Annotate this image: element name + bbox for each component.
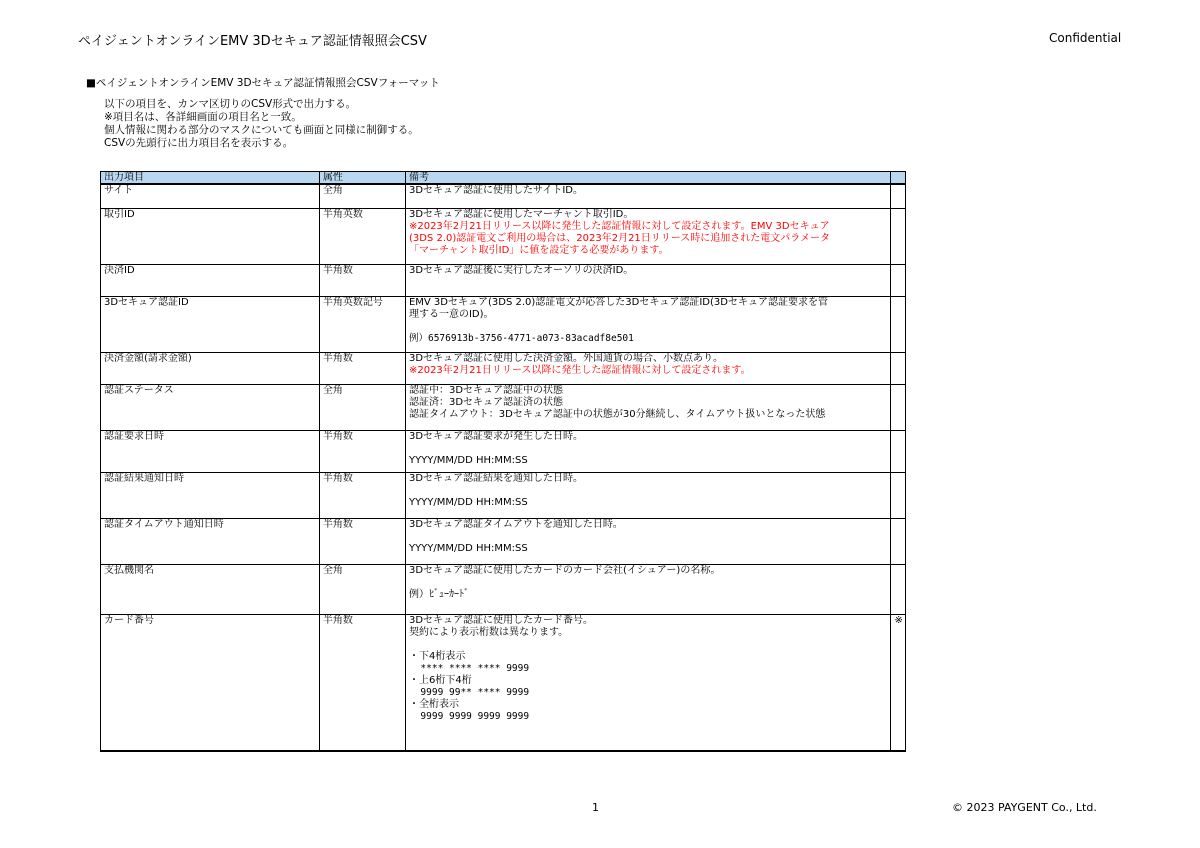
table-row [101, 208, 906, 264]
confidential-label: Confidential [1049, 31, 1122, 45]
note-warning-line: ※2023年2月21日リリース以降に発生した認証情報に対して設定されます。 [408, 364, 751, 376]
cell-attr: 半角数 [319, 518, 405, 564]
cell-note [405, 472, 890, 518]
note-line: 契約により表示桁数は異なります。 [408, 626, 569, 638]
cell-item: 取引ID [101, 208, 320, 264]
table-row [101, 264, 906, 296]
page-number: 1 [592, 801, 599, 814]
note-line: **** **** **** 9999 [408, 662, 530, 674]
intro-line: ※項目名は、各詳細画面の項目名と一致。 [104, 111, 302, 123]
note-line: 3Dセキュア認証要求が発生した日時。 [408, 430, 584, 442]
cell-note [405, 614, 890, 751]
note-warning-line: (3DS 2.0)認証電文ご利用の場合は、2023年2月21日リリース時に追加された電文パラメータ [408, 232, 830, 244]
cell-item: 認証タイムアウト通知日時 [101, 518, 320, 564]
cell-attr: 半角数 [319, 264, 405, 296]
table-row [101, 352, 906, 384]
cell-item: 認証結果通知日時 [101, 472, 320, 518]
table-row [101, 518, 906, 564]
note-line: 3Dセキュア認証に使用したカード番号。 [408, 614, 594, 626]
cell-item: 決済金額(請求金額) [101, 352, 320, 384]
note-warning-line: 「マーチャント取引ID」に値を設定する必要があります。 [408, 244, 669, 256]
header-attr: 属性 [319, 172, 405, 185]
cell-attr: 半角数 [319, 472, 405, 518]
header-note: 備考 [405, 172, 890, 185]
note-line: YYYY/MM/DD HH:MM:SS [408, 454, 528, 466]
cell-note [405, 264, 890, 296]
cell-mark [891, 472, 906, 518]
table-row [101, 430, 906, 472]
intro-line: 以下の項目を、カンマ区切りのCSV形式で出力する。 [104, 98, 357, 110]
cell-mark [891, 430, 906, 472]
header-mark [891, 172, 906, 185]
note-line [409, 577, 887, 589]
note-line [409, 639, 887, 651]
cell-attr: 半角英数 [319, 208, 405, 264]
cell-attr: 全角 [319, 184, 405, 208]
cell-attr: 全角 [319, 564, 405, 614]
note-line: 3Dセキュア認証に使用したマーチャント取引ID。 [408, 208, 634, 220]
note-line: 3Dセキュア認証後に実行したオーソリの決済ID。 [408, 264, 634, 276]
cell-item: カード番号 [101, 614, 320, 751]
note-line [409, 485, 887, 497]
note-line: 例）6576913b-3756-4771-a073-83acadf8e501 [408, 332, 634, 344]
note-line: 認証タイムアウト：3Dセキュア認証中の状態が30分継続し、タイムアウト扱いとなった状態 [408, 408, 826, 420]
cell-attr: 半角英数記号 [319, 296, 405, 352]
note-line: ・上6桁下4桁 [408, 674, 472, 686]
note-line [409, 321, 887, 333]
cell-mark [891, 296, 906, 352]
note-line: 9999 99** **** 9999 [408, 686, 530, 698]
cell-mark: ※ [891, 614, 906, 751]
intro-text [104, 98, 419, 150]
note-line: 3Dセキュア認証に使用したカードのカード会社(イシュアー)の名称。 [408, 564, 721, 576]
document-title: ペイジェントオンラインEMV 3Dセキュア認証情報照会CSV [78, 34, 427, 49]
cell-attr: 半角数 [319, 352, 405, 384]
table-row [101, 384, 906, 430]
note-line [409, 443, 887, 455]
cell-note [405, 564, 890, 614]
note-line: YYYY/MM/DD HH:MM:SS [408, 542, 528, 554]
cell-mark [891, 184, 906, 208]
cell-item: サイト [101, 184, 320, 208]
cell-note [405, 296, 890, 352]
table-row [101, 184, 906, 208]
cell-mark [891, 352, 906, 384]
table-row [101, 564, 906, 614]
cell-mark [891, 208, 906, 264]
cell-item: 3Dセキュア認証ID [101, 296, 320, 352]
note-warning-line: ※2023年2月21日リリース以降に発生した認証情報に対して設定されます。EMV 3Dセキュア [408, 220, 830, 232]
cell-attr: 半角数 [319, 430, 405, 472]
note-line: 3Dセキュア認証に使用したサイトID。 [408, 185, 583, 196]
cell-item: 支払機関名 [101, 564, 320, 614]
note-line: YYYY/MM/DD HH:MM:SS [408, 496, 528, 508]
note-line: 9999 9999 9999 9999 [408, 710, 530, 722]
note-line: 理する一意のID)。 [408, 308, 494, 320]
cell-item: 決済ID [101, 264, 320, 296]
note-line: 認証済：3Dセキュア認証済の状態 [408, 396, 564, 408]
cell-mark [891, 518, 906, 564]
table-row [101, 296, 906, 352]
cell-note [405, 208, 890, 264]
cell-mark [891, 384, 906, 430]
cell-note [405, 430, 890, 472]
cell-item: 認証ステータス [101, 384, 320, 430]
note-line: 3Dセキュア認証タイムアウトを通知した日時。 [408, 518, 623, 530]
copyright: © 2023 PAYGENT Co., Ltd. [952, 801, 1097, 814]
cell-note [405, 184, 890, 208]
cell-note [405, 518, 890, 564]
note-line: 3Dセキュア認証に使用した決済金額。外国通貨の場合、小数点あり。 [408, 352, 724, 364]
cell-note [405, 352, 890, 384]
table-row [101, 614, 906, 751]
note-line: ・下4桁表示 [408, 650, 466, 662]
note-line: 3Dセキュア認証結果を通知した日時。 [408, 472, 584, 484]
csv-format-table [100, 171, 906, 752]
note-line: 認証中：3Dセキュア認証中の状態 [408, 384, 564, 396]
note-line: 例）ﾋﾞｭｰｶｰﾄﾞ [408, 588, 469, 600]
table-row [101, 472, 906, 518]
note-line: ・全桁表示 [408, 698, 459, 710]
section-title: ■ペイジェントオンラインEMV 3Dセキュア認証情報照会CSVフォーマット [86, 77, 440, 89]
intro-line: 個人情報に関わる部分のマスクについても画面と同様に制御する。 [104, 124, 419, 136]
cell-attr: 半角数 [319, 614, 405, 751]
cell-note [405, 384, 890, 430]
cell-mark [891, 264, 906, 296]
cell-attr: 全角 [319, 384, 405, 430]
note-line: EMV 3Dセキュア(3DS 2.0)認証電文が応答した3Dセキュア認証ID(3Dセキュア認証要求を管 [408, 296, 828, 308]
cell-mark [891, 564, 906, 614]
table-header-row [101, 172, 906, 185]
intro-line: CSVの先頭行に出力項目名を表示する。 [104, 137, 294, 149]
note-line [409, 531, 887, 543]
cell-item: 認証要求日時 [101, 430, 320, 472]
header-item: 出力項目 [101, 172, 320, 185]
